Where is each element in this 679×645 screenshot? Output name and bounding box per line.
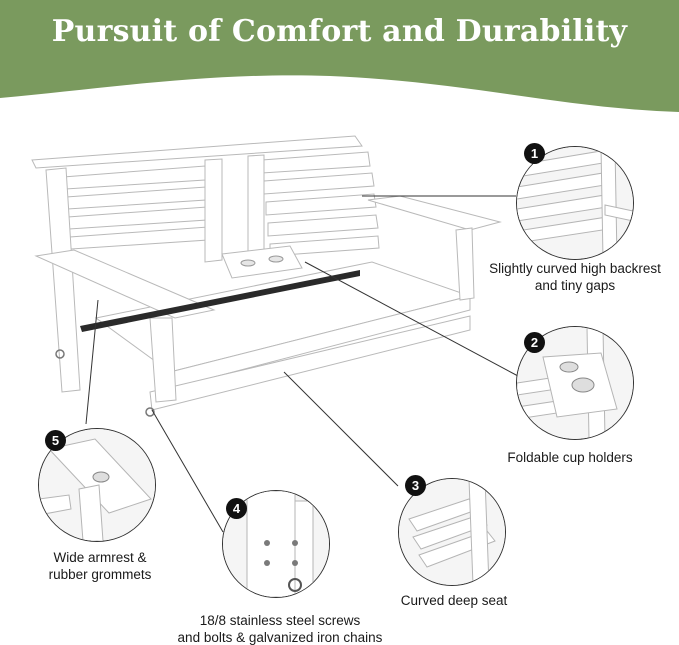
- page-title: Pursuit of Comfort and Durability: [51, 14, 628, 49]
- feature-caption-3: [374, 592, 534, 609]
- caption-line: 18/8 stainless steel screws: [199, 613, 361, 628]
- caption-line: Wide armrest &: [53, 550, 147, 565]
- caption-line: Curved deep seat: [400, 593, 508, 608]
- feature-caption-4: [150, 612, 410, 645]
- feature-badge-2: 2: [524, 332, 545, 353]
- caption-line: Slightly curved high backrest: [489, 261, 661, 276]
- feature-caption-1: [470, 260, 679, 294]
- feature-badge-3: 3: [405, 475, 426, 496]
- feature-caption-2: [480, 449, 660, 466]
- caption-line: and bolts & galvanized iron chains: [177, 630, 383, 645]
- feature-badge-1: 1: [524, 143, 545, 164]
- feature-badge-4: 4: [226, 498, 247, 519]
- feature-badge-5: 5: [45, 430, 66, 451]
- caption-line: rubber grommets: [48, 567, 152, 582]
- caption-line: Foldable cup holders: [507, 450, 633, 465]
- caption-line: and tiny gaps: [534, 278, 616, 293]
- feature-caption-5: [20, 549, 180, 583]
